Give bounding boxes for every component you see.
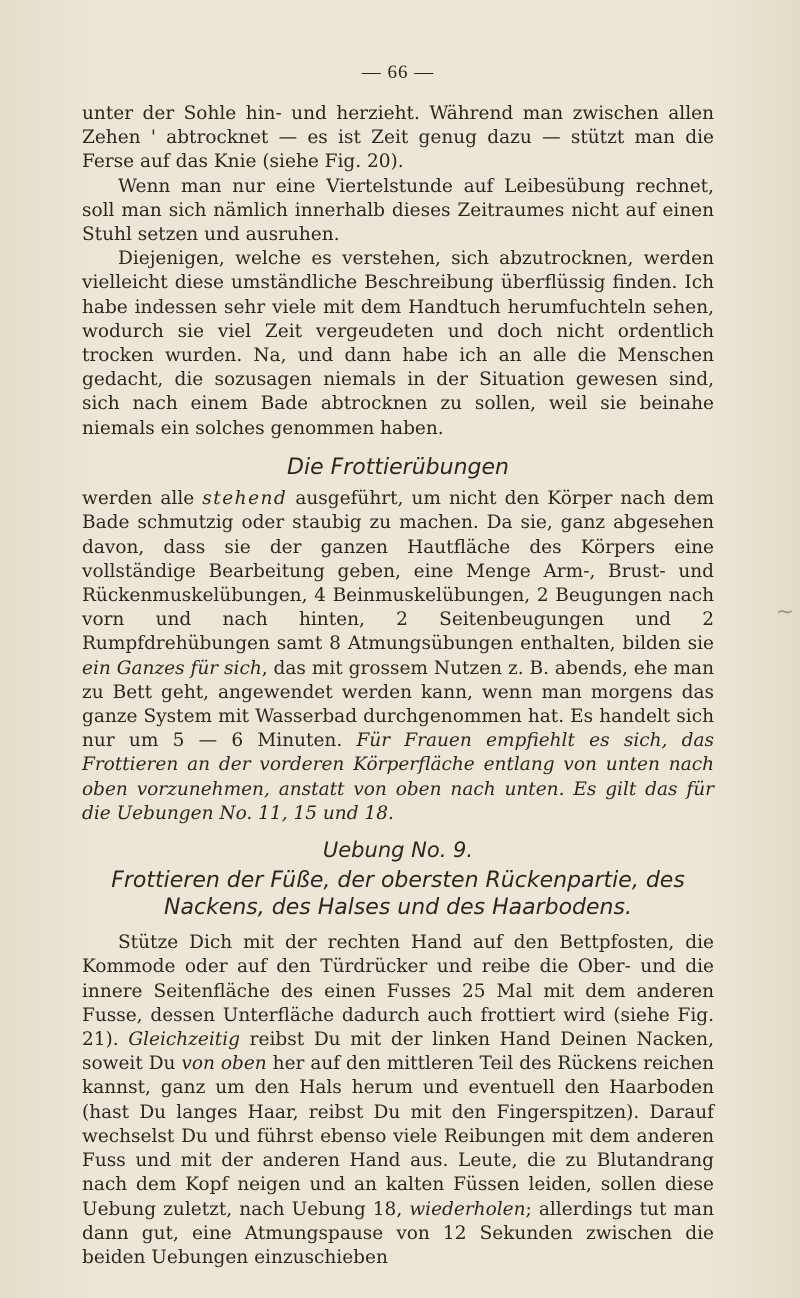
paragraph-1: unter der Sohle hin- und herzieht. Während man zwischen allen Zehen ' abtrocknet — es ist Zeit genug dazu — stützt man die Ferse auf das Knie (siehe Fig. 20). xyxy=(82,103,714,173)
paragraph-3: Diejenigen, welche es verstehen, sich abzutrocknen, werden vielleicht diese umständliche Beschreibung überflüssig finden. Ich habe indessen sehr viele mit dem Handtuch herumfuchteln sehen, wodurch sie viel Zeit vergeudeten und doch nicht ordentlich trocken wurden. Na, und dann habe ich an alle die Menschen gedacht, die sozusagen niemals in der Situation gewesen sind, sich nach einem Bade abtrocknen zu sollen, weil sie beinahe niemals ein solches genommen haben. xyxy=(82,248,714,439)
paragraph-5-italic-2: von oben xyxy=(181,1053,267,1075)
paragraph-5-italic-1: Gleichzeitig xyxy=(128,1029,240,1051)
paragraph-5-text-1: Stütze Dich mit der rechten Hand auf den Bettpfosten, die Kommode oder auf den Türdrücker und reibe die Ober- und die innere Seitenfläche des einen Fusses 25 Mal mit dem anderen Fusse, dessen Unterfläche dadurch auch frottiert wird (siehe Fig. 21). xyxy=(82,932,714,1051)
paragraph-4-text-1: werden alle xyxy=(82,488,203,510)
paragraph-4 xyxy=(82,487,714,826)
paragraph-4-text-2: ausgeführt, um nicht den Körper nach dem Bade schmutzig oder staubig zu machen. Da sie, ganz abgesehen davon, dass sie der ganzen Hautfläche des Körpers eine vollständige Bearbeitung geben, eine Menge Arm-, Brust- und Rückenmuskelübungen, 4 Beinmuskelübungen, 2 Beugungen nach vorn und nach hinten, 2 Seitenbeugungen und 2 Rumpfdrehübungen samt 8 Atmungsübungen enthalten, bilden sie xyxy=(82,488,714,655)
paragraph-2: Wenn man nur eine Viertelstunde auf Leibesübung rechnet, soll man sich nämlich innerhalb dieses Zeitraumes nicht auf einen Stuhl setzen und ausruhen. xyxy=(82,175,714,246)
paragraph-5-italic-3: wiederholen xyxy=(409,1198,526,1220)
paragraph-4-italic-3: Für Frauen empfiehlt es sich, das Frottieren an der vorderen Körperfläche entlang von unten nach oben vorzunehmen, anstatt von oben nach unten. Es gilt das für die Uebungen No. 11, 15 und 18. xyxy=(82,730,714,824)
paragraph-5-text-4: ; allerdings tut man dann gut, eine Atmungspause von 12 Sekunden zwischen die beiden Uebungen einzuschieben xyxy=(82,1198,714,1268)
paragraph-5 xyxy=(82,931,714,1270)
paragraph-4-text-3: , das mit grossem Nutzen z. B. abends, ehe man zu Bett geht, angewendet werden kann, wenn man morgens das ganze System mit Wasserbad durchgenommen hat. Es handelt sich nur um 5 — 6 Minuten. xyxy=(82,657,714,752)
paragraph-5-text-3: her auf den mittleren Teil des Rückens reichen kannst, ganz um den Hals herum und eventuell den Haarboden (hast Du langes Haar, reibst Du mit den Fingerspitzen). Darauf wechselst Du und führst ebenso viele Reibungen mit dem anderen Fuss und mit der anderen Hand aus. Leute, die zu Blutandrang nach dem Kopf neigen und an kalten Füssen leiden, sollen diese Uebung zuletzt, nach Uebung 18, xyxy=(82,1053,714,1220)
exercise-number-heading: Uebung No. 9. xyxy=(322,838,474,863)
paragraph-4-italic-2: ein Ganzes für sich xyxy=(82,657,262,679)
paragraph-4-italic-1: stehend xyxy=(202,488,288,510)
paragraph-5-text-2: reibst Du mit der linken Hand Deinen Nacken, soweit Du xyxy=(82,1029,714,1075)
margin-mark: ~ xyxy=(775,600,794,625)
page-number: — 66 — xyxy=(361,62,435,83)
exercise-title-heading: Frottieren der Füße, der obersten Rückenpartie, des Nackens, des Halses und des Haarbodens. xyxy=(111,868,685,921)
section-heading-frottieruebungen: Die Frottierübungen xyxy=(287,454,509,480)
